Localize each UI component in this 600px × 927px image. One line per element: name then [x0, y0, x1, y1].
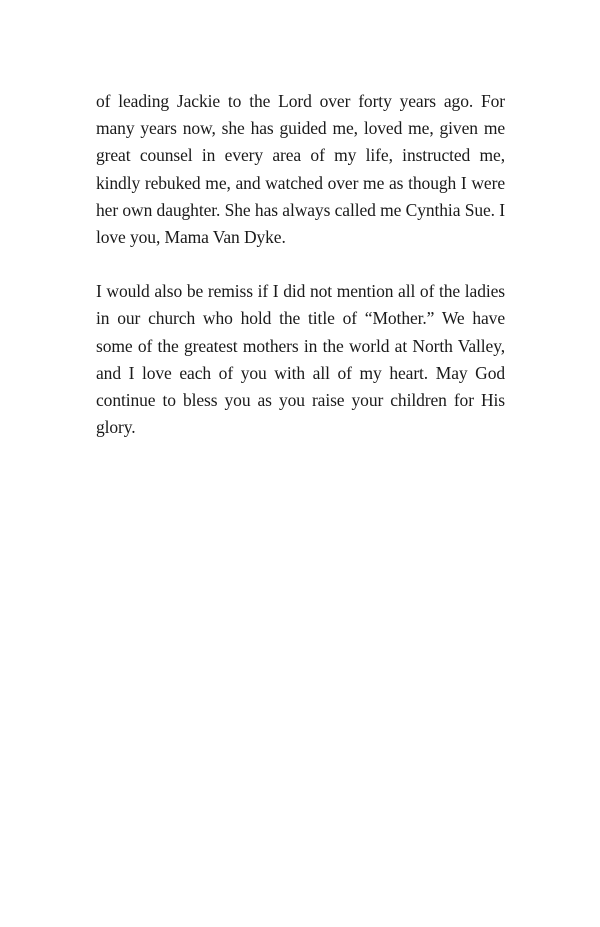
paragraph-1: of leading Jackie to the Lord over forty years ago. For many years now, she has guided me, loved me, given me great counsel in every area of my life, instructed me, kindly rebuked me, and watched over me as though I were her own daughter. She has always called me Cynthia Sue. I love you, Mama Van Dyke. — [96, 91, 505, 248]
page-body — [96, 88, 505, 441]
paragraph-2: I would also be remiss if I did not mention all of the ladies in our church who hold the title of “Mother.” We have some of the greatest mothers in the world at North Valley, and I love each of you with all of my heart. May God continue to bless you as you raise your children for His glory. — [96, 281, 505, 438]
